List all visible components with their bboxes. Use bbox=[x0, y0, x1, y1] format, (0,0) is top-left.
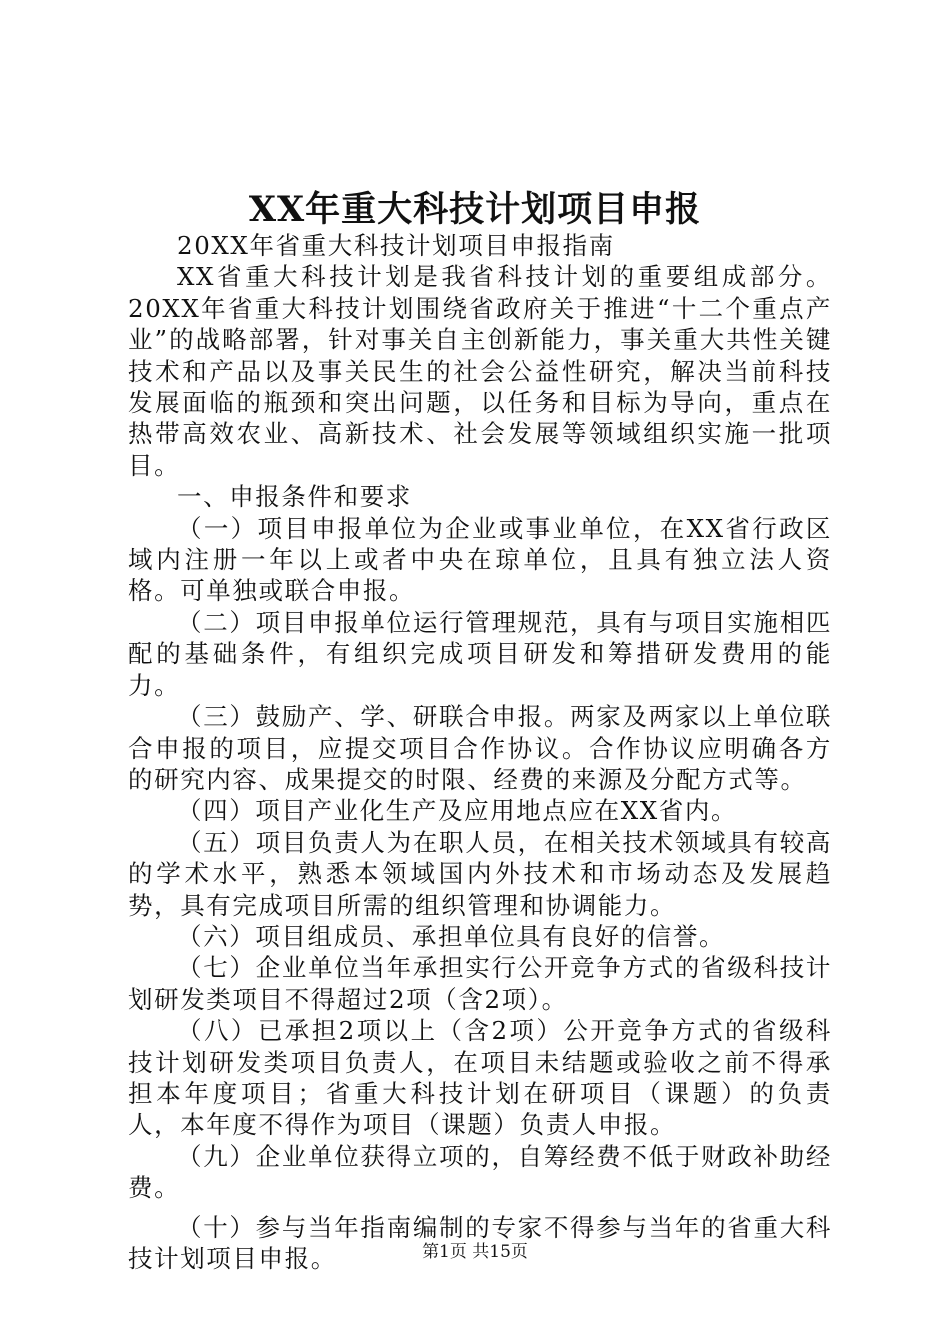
page-number: 第1页 共15页 bbox=[422, 1242, 528, 1262]
requirement-item-9: （九）企业单位获得立项的，自筹经费不低于财政补助经费。 bbox=[128, 1141, 832, 1203]
document-body bbox=[128, 230, 832, 1274]
document-title: XX年重大科技计划项目申报 bbox=[248, 189, 702, 230]
section-heading: 一、申报条件和要求 bbox=[177, 482, 412, 512]
requirement-item-10: （十）参与当年指南编制的专家不得参与当年的省重大科技计划项目申报。 bbox=[128, 1212, 832, 1273]
requirement-item-3: （三）鼓励产、学、研联合申报。两家及两家以上单位联合申报的项目，应提交项目合作协议。合作协议应明确各方的研究内容、成果提交的时限、经费的来源及分配方式等。 bbox=[128, 702, 832, 794]
intro-paragraph: XX省重大科技计划是我省科技计划的重要组成部分。20XX年省重大科技计划围绕省政府关于推进“十二个重点产业”的战略部署，针对事关自主创新能力，事关重大共性关键技术和产品以及事关民生的社会公益性研究，解决当前科技发展面临的瓶颈和突出问题，以任务和目标为导向，重点在热带高效农业、高新技术、社会发展等领域组织实施一批项目。 bbox=[128, 262, 832, 480]
requirement-item-5: （五）项目负责人为在职人员，在相关技术领域具有较高的学术水平，熟悉本领域国内外技术和市场动态及发展趋势，具有完成项目所需的组织管理和协调能力。 bbox=[128, 827, 832, 920]
guide-subtitle: 20XX年省重大科技计划项目申报指南 bbox=[177, 231, 615, 260]
requirement-item-4: （四）项目产业化生产及应用地点应在XX省内。 bbox=[177, 796, 738, 826]
requirement-item-7: （七）企业单位当年承担实行公开竞争方式的省级科技计划研发类项目不得超过2项（含2项）。 bbox=[128, 953, 832, 1014]
requirement-item-6: （六）项目组成员、承担单位具有良好的信誉。 bbox=[177, 921, 726, 951]
requirement-item-2: （二）项目申报单位运行管理规范，具有与项目实施相匹配的基础条件，有组织完成项目研发和筹措研发费用的能力。 bbox=[128, 607, 832, 700]
requirement-item-8: （八）已承担2项以上（含2项）公开竞争方式的省级科技计划研发类项目负责人，在项目未结题或验收之前不得承担本年度项目；省重大科技计划在研项目（课题）的负责人，本年度不得作为项目（课题）负责人申报。 bbox=[128, 1016, 832, 1140]
requirement-item-1: （一）项目申报单位为企业或事业单位，在XX省行政区域内注册一年以上或者中央在琼单位，且具有独立法人资格。可单独或联合申报。 bbox=[128, 513, 832, 606]
